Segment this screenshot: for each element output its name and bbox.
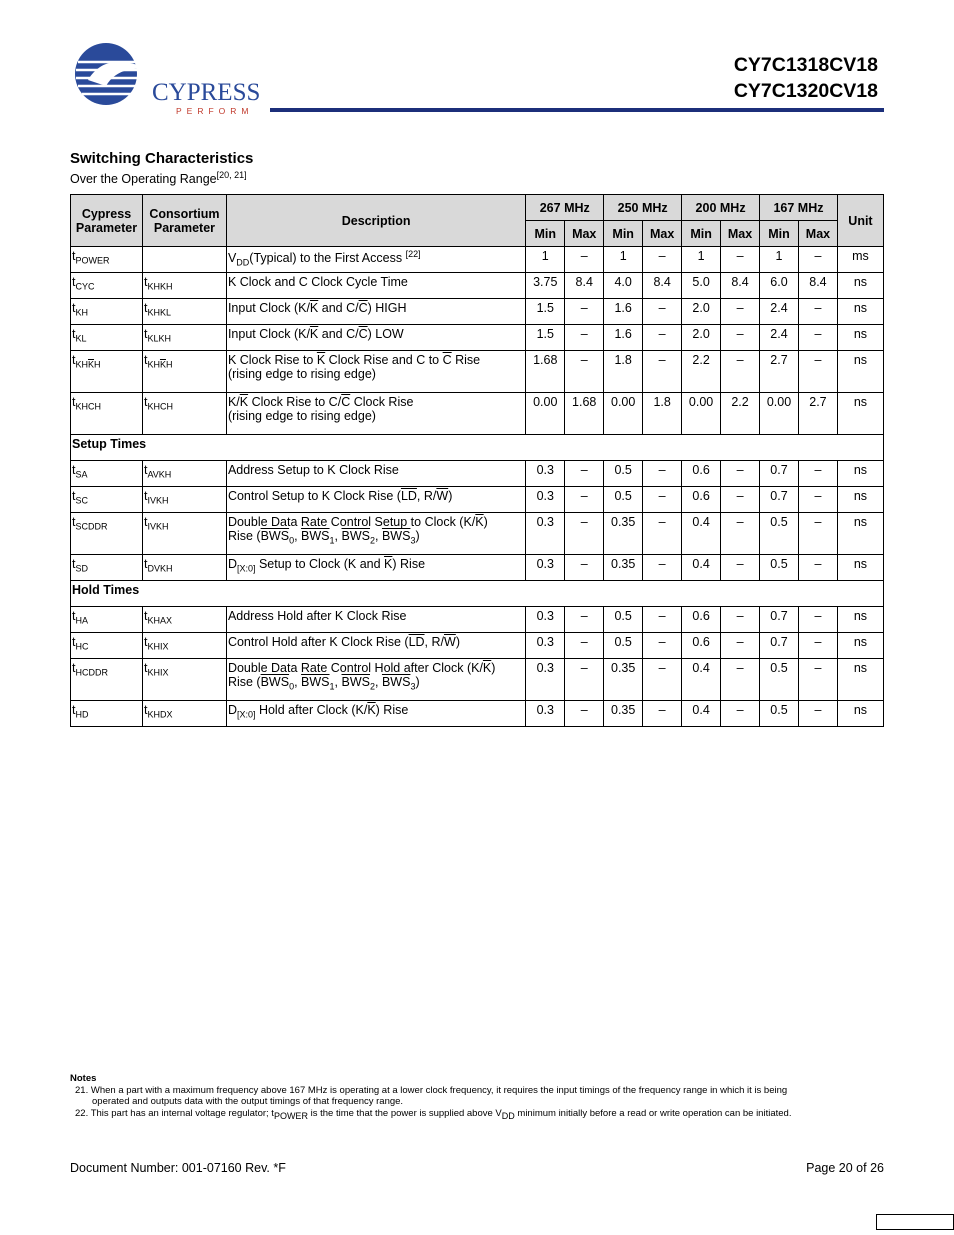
table-row bbox=[71, 247, 884, 273]
min-value: 1 bbox=[682, 247, 721, 273]
max-value: – bbox=[721, 299, 760, 325]
max-value: – bbox=[721, 325, 760, 351]
min-value: 0.4 bbox=[682, 701, 721, 727]
max-value: – bbox=[798, 555, 837, 581]
max-value: – bbox=[798, 299, 837, 325]
max-value: 8.4 bbox=[643, 273, 682, 299]
cypress-parameter: $t_{KL}$ bbox=[71, 325, 143, 351]
max-value: – bbox=[798, 513, 837, 555]
header-min: Min bbox=[760, 221, 799, 247]
min-value: 0.7 bbox=[760, 461, 799, 487]
cypress-parameter: $t_{KH\overline{K}H}$ bbox=[71, 351, 143, 393]
header-min: Min bbox=[604, 221, 643, 247]
max-value: – bbox=[565, 513, 604, 555]
unit-cell: ns bbox=[837, 461, 883, 487]
section-subtitle: Over the Operating Range[20, 21] bbox=[70, 170, 247, 187]
min-value: 0.5 bbox=[760, 513, 799, 555]
min-value: 0.5 bbox=[604, 487, 643, 513]
min-value: 2.4 bbox=[760, 325, 799, 351]
description: K Clock and C Clock Cycle Time bbox=[226, 273, 525, 299]
min-value: 0.3 bbox=[526, 659, 565, 701]
group-row bbox=[71, 435, 884, 461]
hold-times-heading: Hold Times bbox=[71, 581, 884, 607]
min-value: 0.00 bbox=[526, 393, 565, 435]
max-value: – bbox=[798, 461, 837, 487]
header-167mhz: 167 MHz bbox=[760, 195, 838, 221]
min-value: 1.5 bbox=[526, 299, 565, 325]
header-max: Max bbox=[721, 221, 760, 247]
max-value: – bbox=[721, 351, 760, 393]
min-value: 1 bbox=[604, 247, 643, 273]
description: Double Data Rate Control Hold after Clock $(K/\overline{K})$ Rise ($\overline{BWS}_0$, $\overline{BWS}_1$, $\overline{BWS}_2$, $\overline{BWS}_3$) bbox=[226, 659, 525, 701]
table-row bbox=[71, 351, 884, 393]
table-row bbox=[71, 461, 884, 487]
min-value: 1.5 bbox=[526, 325, 565, 351]
min-value: 0.00 bbox=[682, 393, 721, 435]
section-title: Switching Characteristics bbox=[70, 150, 254, 167]
max-value: – bbox=[721, 633, 760, 659]
description: $V_{DD}(Typical)$ to the First Access [22] bbox=[226, 247, 525, 273]
max-value: – bbox=[798, 247, 837, 273]
consortium-parameter: $t_{KHKH}$ bbox=[142, 273, 226, 299]
header-max: Max bbox=[798, 221, 837, 247]
table-row bbox=[71, 701, 884, 727]
min-value: 0.00 bbox=[760, 393, 799, 435]
table-row bbox=[71, 513, 884, 555]
max-value: – bbox=[565, 701, 604, 727]
consortium-parameter: $t_{AVKH}$ bbox=[142, 461, 226, 487]
max-value: – bbox=[721, 513, 760, 555]
table-row bbox=[71, 659, 884, 701]
header-rule bbox=[270, 108, 884, 112]
min-value: 2.0 bbox=[682, 325, 721, 351]
unit-cell: ns bbox=[837, 607, 883, 633]
min-value: 0.3 bbox=[526, 701, 565, 727]
max-value: – bbox=[643, 633, 682, 659]
description: Input Clock ($K/\overline{K}$ and $C/\overline{C}$) LOW bbox=[226, 325, 525, 351]
max-value: – bbox=[565, 487, 604, 513]
page-number: Page 20 of 26 bbox=[806, 1161, 884, 1175]
unit-cell: ns bbox=[837, 351, 883, 393]
max-value: – bbox=[721, 461, 760, 487]
min-value: 2.0 bbox=[682, 299, 721, 325]
table-row bbox=[71, 325, 884, 351]
max-value: – bbox=[643, 607, 682, 633]
min-value: 1 bbox=[526, 247, 565, 273]
min-value: 0.5 bbox=[604, 461, 643, 487]
min-value: 0.7 bbox=[760, 633, 799, 659]
description: $K/\overline{K}$ Clock Rise to $C/\overline{C}$ Clock Rise (rising edge to rising edge) bbox=[226, 393, 525, 435]
min-value: 0.3 bbox=[526, 487, 565, 513]
table-row bbox=[71, 273, 884, 299]
header-cypress-parameter: Cypress Parameter bbox=[71, 195, 143, 247]
min-value: 2.7 bbox=[760, 351, 799, 393]
header-max: Max bbox=[643, 221, 682, 247]
min-value: 6.0 bbox=[760, 273, 799, 299]
max-value: – bbox=[643, 701, 682, 727]
min-value: 1.8 bbox=[604, 351, 643, 393]
description: Control Setup to K Clock Rise ($\overline{LD}$, $R/\overline{W}$) bbox=[226, 487, 525, 513]
cypress-parameter: $t_{SC}$ bbox=[71, 487, 143, 513]
description: K Clock Rise to $\overline{K}$ Clock Rise and C to $\overline{C}$ Rise (rising edge to rising edge) bbox=[226, 351, 525, 393]
unit-cell: ns bbox=[837, 555, 883, 581]
min-value: 0.4 bbox=[682, 513, 721, 555]
consortium-parameter: $t_{KHCH}$ bbox=[142, 393, 226, 435]
max-value: – bbox=[721, 247, 760, 273]
notes bbox=[70, 1073, 884, 1122]
table-row bbox=[71, 555, 884, 581]
header-unit: Unit bbox=[837, 195, 883, 247]
max-value: 2.2 bbox=[721, 393, 760, 435]
unit-cell: ns bbox=[837, 513, 883, 555]
min-value: 1.6 bbox=[604, 325, 643, 351]
cypress-parameter: $t_{SD}$ bbox=[71, 555, 143, 581]
document-number: Document Number: 001-07160 Rev. *F bbox=[70, 1161, 286, 1175]
min-value: 0.3 bbox=[526, 607, 565, 633]
cypress-parameter: $t_{HC}$ bbox=[71, 633, 143, 659]
max-value: – bbox=[798, 633, 837, 659]
header-267mhz: 267 MHz bbox=[526, 195, 604, 221]
unit-cell: ns bbox=[837, 659, 883, 701]
min-value: 5.0 bbox=[682, 273, 721, 299]
max-value: – bbox=[643, 659, 682, 701]
cypress-parameter: $t_{KHCH}$ bbox=[71, 393, 143, 435]
min-value: 0.35 bbox=[604, 555, 643, 581]
unit-cell: ns bbox=[837, 393, 883, 435]
max-value: – bbox=[565, 351, 604, 393]
part-number-2: CY7C1320CV18 bbox=[733, 80, 878, 102]
table-header-row bbox=[71, 195, 884, 221]
note-22: 22. This part has an internal voltage regulator; $t_{POWER}$ is the time that the power is supplied above $V_{DD}$ minimum initially before a read or write operation can be initiated. bbox=[75, 1107, 792, 1121]
cypress-parameter: $t_{SA}$ bbox=[71, 461, 143, 487]
cypress-parameter: $t_{HCDDR}$ bbox=[71, 659, 143, 701]
min-value: 0.35 bbox=[604, 701, 643, 727]
cypress-parameter: $t_{SCDDR}$ bbox=[71, 513, 143, 555]
max-value: 1.68 bbox=[565, 393, 604, 435]
min-value: 0.5 bbox=[760, 659, 799, 701]
description: $D_{[X:0]}$ Setup to Clock (K and $\overline{K}$) Rise bbox=[226, 555, 525, 581]
unit-cell: ms bbox=[837, 247, 883, 273]
cypress-parameter: $t_{POWER}$ bbox=[71, 247, 143, 273]
max-value: – bbox=[643, 325, 682, 351]
min-value: 0.4 bbox=[682, 555, 721, 581]
subtitle-refs: [20, 21] bbox=[216, 170, 247, 180]
min-value: 0.35 bbox=[604, 513, 643, 555]
min-value: 0.3 bbox=[526, 513, 565, 555]
setup-times-heading: Setup Times bbox=[71, 435, 884, 461]
min-value: 3.75 bbox=[526, 273, 565, 299]
page-footer bbox=[70, 1161, 884, 1175]
header-min: Min bbox=[526, 221, 565, 247]
min-value: 0.6 bbox=[682, 487, 721, 513]
min-value: 0.5 bbox=[760, 701, 799, 727]
max-value: – bbox=[643, 555, 682, 581]
max-value: – bbox=[565, 633, 604, 659]
max-value: 2.7 bbox=[798, 393, 837, 435]
switching-characteristics-table bbox=[70, 194, 884, 727]
header-consortium-parameter: Consortium Parameter bbox=[142, 195, 226, 247]
max-value: – bbox=[565, 555, 604, 581]
min-value: 0.7 bbox=[760, 607, 799, 633]
part-number-header bbox=[734, 52, 878, 104]
cypress-parameter: $t_{HD}$ bbox=[71, 701, 143, 727]
consortium-parameter: $t_{IVKH}$ bbox=[142, 513, 226, 555]
svg-text:PERFORM: PERFORM bbox=[176, 106, 254, 116]
cypress-logo bbox=[70, 40, 260, 120]
min-value: 0.7 bbox=[760, 487, 799, 513]
table-row bbox=[71, 487, 884, 513]
max-value: – bbox=[565, 461, 604, 487]
min-value: 2.4 bbox=[760, 299, 799, 325]
max-value: – bbox=[721, 607, 760, 633]
max-value: – bbox=[565, 299, 604, 325]
header-250mhz: 250 MHz bbox=[604, 195, 682, 221]
header-min: Min bbox=[682, 221, 721, 247]
description: Control Hold after K Clock Rise ($\overline{LD}$, $R/\overline{W}$) bbox=[226, 633, 525, 659]
max-value: – bbox=[643, 299, 682, 325]
part-number-1: CY7C1318CV18 bbox=[733, 54, 878, 76]
min-value: 0.00 bbox=[604, 393, 643, 435]
max-value: – bbox=[643, 513, 682, 555]
max-value: – bbox=[565, 607, 604, 633]
description: Address Setup to K Clock Rise bbox=[226, 461, 525, 487]
min-value: 1.68 bbox=[526, 351, 565, 393]
min-value: 2.2 bbox=[682, 351, 721, 393]
min-value: 0.3 bbox=[526, 633, 565, 659]
table-row bbox=[71, 633, 884, 659]
unit-cell: ns bbox=[837, 299, 883, 325]
table-row bbox=[71, 607, 884, 633]
min-value: 0.3 bbox=[526, 461, 565, 487]
description: Input Clock ($K/\overline{K}$ and $C/\overline{C}$) HIGH bbox=[226, 299, 525, 325]
min-value: 0.5 bbox=[604, 607, 643, 633]
max-value: – bbox=[798, 487, 837, 513]
description: Double Data Rate Control Setup to Clock $(K/\overline{K})$ Rise ($\overline{BWS}_0$, $\overline{BWS}_1$, $\overline{BWS}_2$, $\overline{BWS}_3$) bbox=[226, 513, 525, 555]
min-value: 0.6 bbox=[682, 607, 721, 633]
max-value: – bbox=[798, 659, 837, 701]
unit-cell: ns bbox=[837, 325, 883, 351]
max-value: – bbox=[643, 487, 682, 513]
unit-cell: ns bbox=[837, 273, 883, 299]
min-value: 0.6 bbox=[682, 461, 721, 487]
unit-cell: ns bbox=[837, 487, 883, 513]
min-value: 0.3 bbox=[526, 555, 565, 581]
consortium-parameter bbox=[142, 247, 226, 273]
max-value: – bbox=[565, 659, 604, 701]
description: $D_{[X:0]}$ Hold after Clock $(K/\overline{K})$ Rise bbox=[226, 701, 525, 727]
notes-heading: Notes bbox=[70, 1073, 97, 1084]
consortium-parameter: $t_{KH\overline{K}H}$ bbox=[142, 351, 226, 393]
table-row bbox=[71, 299, 884, 325]
consortium-parameter: $t_{KHIX}$ bbox=[142, 659, 226, 701]
max-value: – bbox=[721, 487, 760, 513]
max-value: – bbox=[798, 607, 837, 633]
min-value: 0.4 bbox=[682, 659, 721, 701]
min-value: 0.5 bbox=[760, 555, 799, 581]
feedback-box[interactable] bbox=[876, 1214, 954, 1230]
unit-cell: ns bbox=[837, 701, 883, 727]
max-value: – bbox=[798, 351, 837, 393]
max-value: – bbox=[798, 701, 837, 727]
description: Address Hold after K Clock Rise bbox=[226, 607, 525, 633]
min-value: 0.35 bbox=[604, 659, 643, 701]
max-value: – bbox=[643, 247, 682, 273]
min-value: 0.6 bbox=[682, 633, 721, 659]
min-value: 1 bbox=[760, 247, 799, 273]
consortium-parameter: $t_{KLKH}$ bbox=[142, 325, 226, 351]
header-max: Max bbox=[565, 221, 604, 247]
max-value: – bbox=[721, 555, 760, 581]
consortium-parameter: $t_{KHKL}$ bbox=[142, 299, 226, 325]
max-value: – bbox=[565, 247, 604, 273]
unit-cell: ns bbox=[837, 633, 883, 659]
min-value: 4.0 bbox=[604, 273, 643, 299]
cypress-parameter: $t_{KH}$ bbox=[71, 299, 143, 325]
max-value: 8.4 bbox=[798, 273, 837, 299]
cypress-parameter: $t_{CYC}$ bbox=[71, 273, 143, 299]
cypress-parameter: $t_{HA}$ bbox=[71, 607, 143, 633]
consortium-parameter: $t_{KHIX}$ bbox=[142, 633, 226, 659]
max-value: 8.4 bbox=[721, 273, 760, 299]
max-value: – bbox=[798, 325, 837, 351]
table-row bbox=[71, 393, 884, 435]
group-row bbox=[71, 581, 884, 607]
max-value: – bbox=[643, 461, 682, 487]
consortium-parameter: $t_{DVKH}$ bbox=[142, 555, 226, 581]
max-value: – bbox=[721, 659, 760, 701]
max-value: 1.8 bbox=[643, 393, 682, 435]
header-description: Description bbox=[226, 195, 525, 247]
consortium-parameter: $t_{KHDX}$ bbox=[142, 701, 226, 727]
consortium-parameter: $t_{IVKH}$ bbox=[142, 487, 226, 513]
svg-text:CYPRESS: CYPRESS bbox=[152, 79, 260, 106]
header-200mhz: 200 MHz bbox=[682, 195, 760, 221]
max-value: – bbox=[643, 351, 682, 393]
max-value: – bbox=[721, 701, 760, 727]
note-21: 21. When a part with a maximum frequency above 167 MHz is operating at a lower clock frequency, it requires the input timings of the frequency range in which it is being operated and outputs data with the output timings of that frequency range. bbox=[75, 1084, 788, 1107]
max-value: – bbox=[565, 325, 604, 351]
min-value: 0.5 bbox=[604, 633, 643, 659]
consortium-parameter: $t_{KHAX}$ bbox=[142, 607, 226, 633]
max-value: 8.4 bbox=[565, 273, 604, 299]
min-value: 1.6 bbox=[604, 299, 643, 325]
